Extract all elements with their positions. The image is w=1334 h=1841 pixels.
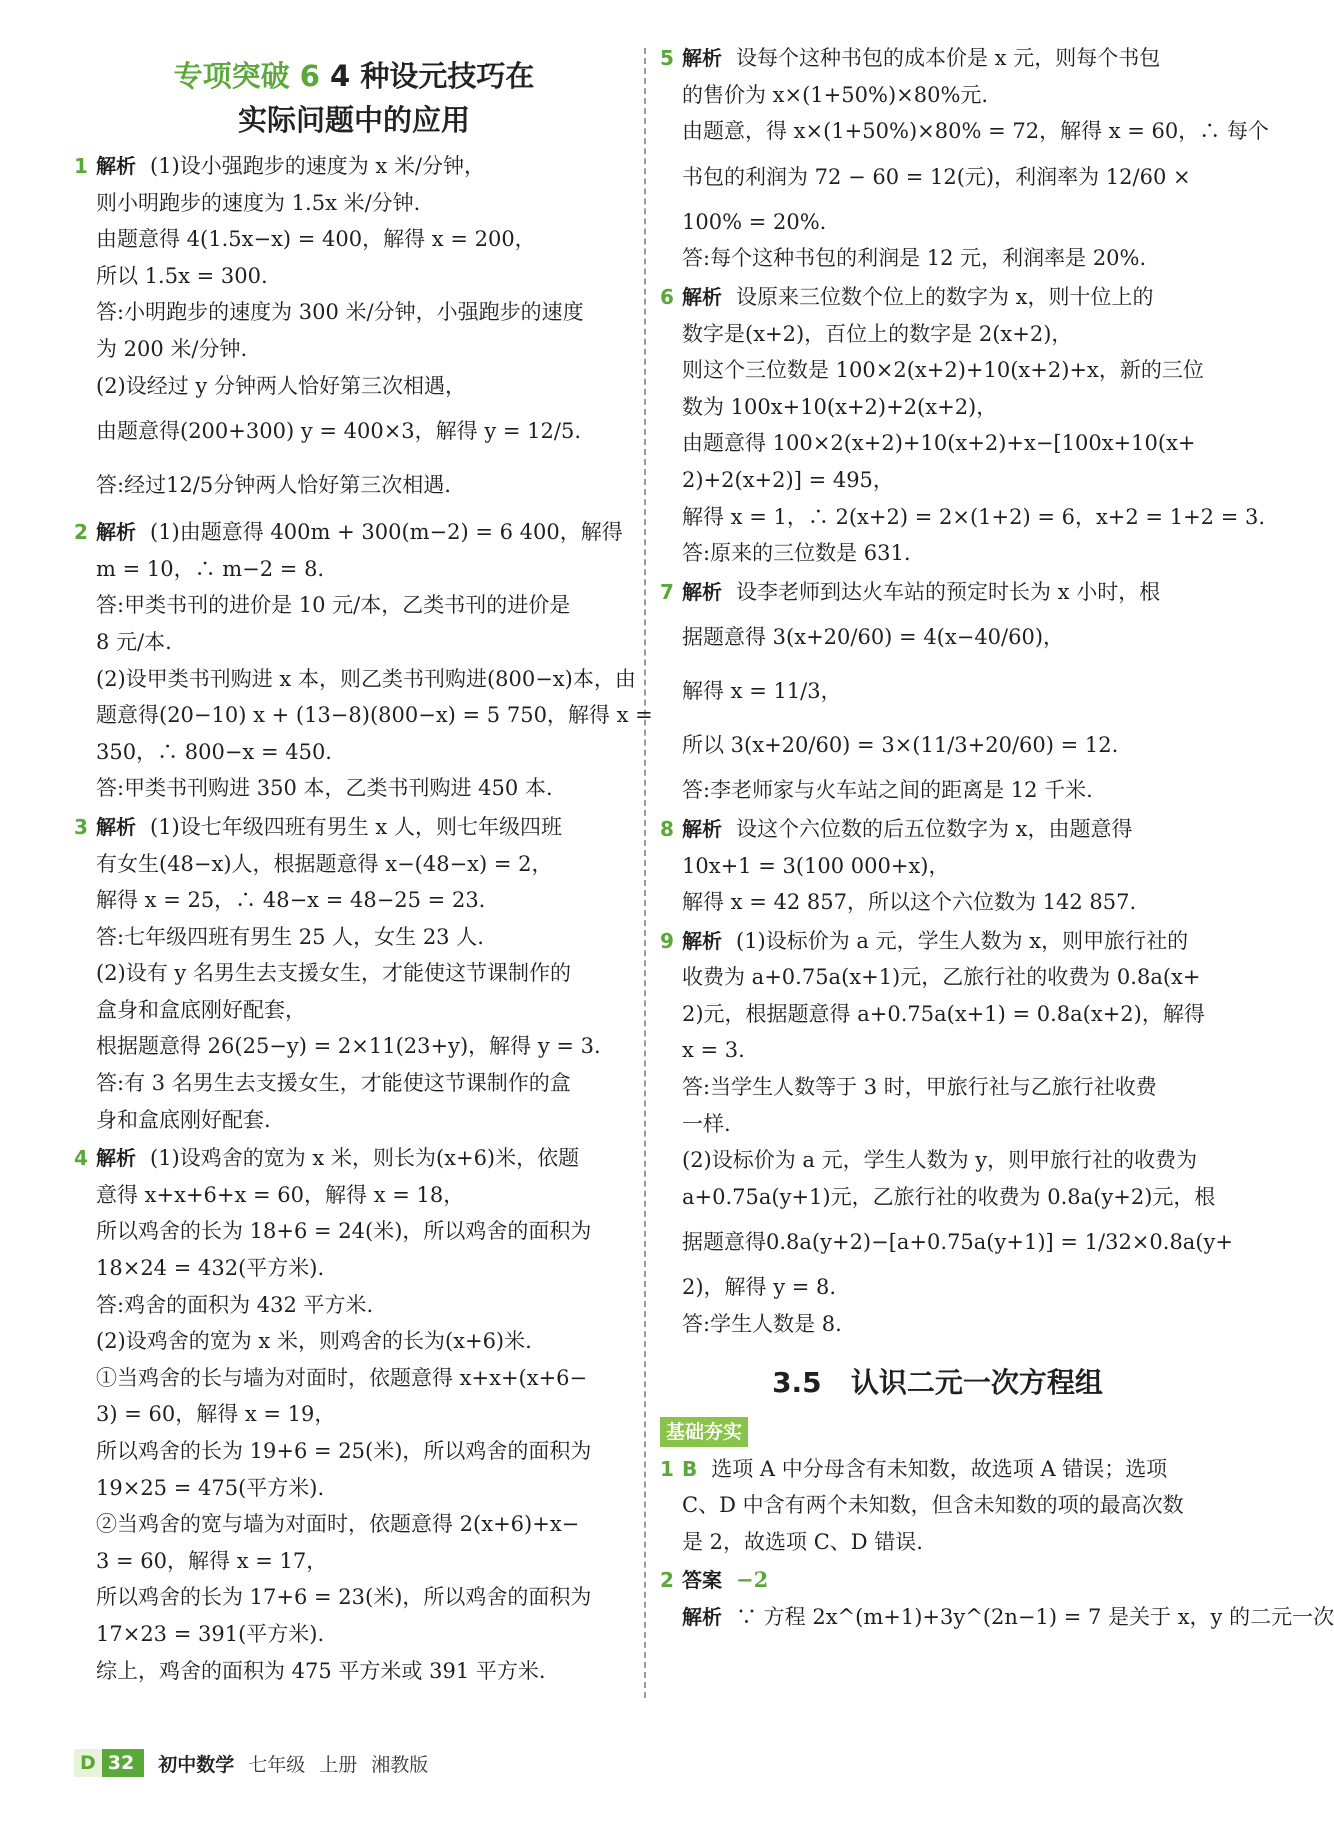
problem-number: 2 — [74, 520, 88, 545]
text-line: 设原来三位数个位上的数字为 x，则十位上的 — [736, 284, 1154, 309]
text-line: 答:经过12/5分钟两人恰好第三次相遇. — [96, 473, 451, 498]
problem-4 — [74, 1140, 634, 1689]
text-line: 是 2，故选项 C、D 错误. — [682, 1529, 923, 1554]
text-line: 一样. — [682, 1111, 731, 1136]
section-heading — [660, 1353, 1215, 1413]
text-line: (1)由题意得 400m + 300(m−2) = 6 400，解得 — [150, 520, 623, 545]
analysis-tag: 解析 — [682, 816, 722, 841]
question-2 — [660, 1562, 1334, 1635]
text-line: 综上，鸡舍的面积为 475 平方米或 391 平方米. — [96, 1658, 546, 1683]
text-line: x = 3. — [682, 1038, 745, 1063]
text-line: 由题意，得 x×(1+50%)×80% = 72，解得 x = 60，∴ 每个 — [682, 119, 1269, 144]
text-line: 为 200 米/分钟. — [96, 336, 248, 361]
text-line: 则这个三位数是 100×2(x+2)+10(x+2)+x，新的三位 — [682, 358, 1204, 383]
problem-9 — [660, 923, 1233, 1343]
text-line: m = 10，∴ m−2 = 8. — [96, 556, 325, 581]
topic-title-line2: 实际问题中的应用 — [237, 103, 470, 137]
text-line: (1)设七年级四班有男生 x 人，则七年级四班 — [150, 814, 562, 839]
topic-title-label: 专项突破 6 — [173, 59, 320, 93]
problem-number: 7 — [660, 579, 674, 604]
text-line: (2)设有 y 名男生去支援女生，才能使这节课制作的 — [96, 961, 571, 986]
text-line: 答:原来的三位数是 631. — [682, 541, 911, 566]
analysis-tag: 解析 — [682, 46, 722, 70]
text-line: 2)元，根据题意得 a+0.75a(x+1) = 0.8a(x+2)，解得 — [682, 1001, 1205, 1026]
text-line: 答:小明跑步的速度为 300 米/分钟，小强跑步的速度 — [96, 300, 584, 325]
analysis-tag: 解析 — [682, 284, 722, 309]
text-line: ∵ 方程 2x^(m+1)+3y^(2n−1) = 7 是关于 x，y 的二元一次 — [736, 1605, 1334, 1629]
text-line: 解得 x = 25，∴ 48−x = 48−25 = 23. — [96, 888, 486, 913]
problem-1 — [74, 148, 634, 512]
text-line: 17×23 = 391(平方米). — [96, 1621, 325, 1646]
text-line: 解得 x = 11/3， — [682, 679, 842, 704]
answer-value: −2 — [736, 1567, 769, 1593]
text-line: 3 = 60，解得 x = 17， — [96, 1548, 328, 1573]
problem-number: 9 — [660, 928, 674, 953]
text-line: (2)设经过 y 分钟两人恰好第三次相遇， — [96, 373, 466, 398]
text-line: 答:学生人数是 8. — [682, 1312, 842, 1337]
text-line: ②当鸡舍的宽与墙为对面时，依题意得 2(x+6)+x− — [96, 1512, 580, 1537]
text-line: 设每个这种书包的成本价是 x 元，则每个书包 — [736, 46, 1161, 70]
question-number: 1 — [660, 1456, 674, 1481]
text-line: 盒身和盒底刚好配套， — [96, 997, 306, 1022]
problem-5 — [660, 40, 1269, 277]
analysis-tag: 解析 — [682, 1605, 722, 1629]
text-line: 答:李老师家与火车站之间的距离是 12 千米. — [682, 778, 1093, 803]
text-line: (1)设小强跑步的速度为 x 米/分钟， — [150, 154, 486, 178]
text-line: 答:甲类书刊的进价是 10 元/本，乙类书刊的进价是 — [96, 593, 571, 618]
text-line: 解得 x = 1，∴ 2(x+2) = 2×(1+2) = 6，x+2 = 1+2 = 3. — [682, 504, 1266, 529]
problem-number: 3 — [74, 814, 88, 839]
text-line: 据题意得 3(x+20/60) = 4(x−40/60)， — [682, 625, 1065, 650]
text-line: a+0.75a(y+1)元，乙旅行社的收费为 0.8a(y+2)元，根 — [682, 1184, 1216, 1209]
analysis-tag: 解析 — [96, 154, 136, 178]
text-line: 2)，解得 y = 8. — [682, 1275, 837, 1300]
text-line: 身和盒底刚好配套. — [96, 1107, 271, 1132]
left-column — [74, 40, 653, 1691]
text-line: (2)设鸡舍的宽为 x 米，则鸡舍的长为(x+6)米. — [96, 1329, 532, 1354]
text-line: 答:鸡舍的面积为 432 平方米. — [96, 1292, 374, 1317]
text-line: 有女生(48−x)人，根据题意得 x−(48−x) = 2， — [96, 851, 553, 876]
text-line: 题意得(20−10) x + (13−8)(800−x) = 5 750，解得 x = — [96, 703, 653, 728]
analysis-tag: 解析 — [96, 1146, 136, 1171]
text-line: 2)+2(x+2)] = 495， — [682, 467, 894, 492]
text-line: 由题意得(200+300) y = 400×3，解得 y = 12/5. — [96, 419, 581, 444]
text-line: (1)设鸡舍的宽为 x 米，则长为(x+6)米，依题 — [150, 1146, 580, 1171]
text-line: 解得 x = 42 857，所以这个六位数为 142 857. — [682, 890, 1137, 915]
text-line: 所以鸡舍的长为 17+6 = 23(米)，所以鸡舍的面积为 — [96, 1585, 592, 1610]
text-line: 意得 x+x+6+x = 60，解得 x = 18， — [96, 1182, 465, 1207]
text-line: (1)设标价为 a 元，学生人数为 x，则甲旅行社的 — [736, 928, 1189, 953]
text-line: C、D 中含有两个未知数，但含未知数的项的最高次数 — [682, 1493, 1184, 1518]
text-line: 答:当学生人数等于 3 时，甲旅行社与乙旅行社收费 — [682, 1075, 1157, 1100]
analysis-tag: 解析 — [682, 579, 722, 604]
topic-title-main: 4 种设元技巧在 — [330, 59, 535, 93]
topic-title — [74, 54, 634, 142]
text-line: 8 元/本. — [96, 629, 172, 654]
text-line: 所以鸡舍的长为 18+6 = 24(米)，所以鸡舍的面积为 — [96, 1219, 592, 1244]
text-line: 答:七年级四班有男生 25 人，女生 23 人. — [96, 924, 484, 949]
section-number: 3.5 — [772, 1365, 822, 1399]
problem-6 — [660, 279, 1266, 572]
text-line: 所以鸡舍的长为 19+6 = 25(米)，所以鸡舍的面积为 — [96, 1439, 592, 1463]
problem-2 — [74, 514, 653, 807]
text-line: 书包的利润为 72 − 60 = 12(元)，利润率为 12/60 × — [682, 164, 1191, 189]
text-line: 所以 3(x+20/60) = 3×(11/3+20/60) = 12. — [682, 733, 1119, 758]
text-line: 设这个六位数的后五位数字为 x，由题意得 — [736, 816, 1133, 841]
footer-subject: 初中数学 — [158, 1753, 235, 1776]
text-line: 答:甲类书刊购进 350 本，乙类书刊购进 450 本. — [96, 776, 553, 801]
analysis-tag: 解析 — [682, 928, 722, 953]
page-number: 32 — [102, 1749, 144, 1777]
text-line: ①当鸡舍的长与墙为对面时，依题意得 x+x+(x+6− — [96, 1365, 588, 1390]
footer-edition: 湘教版 — [371, 1753, 429, 1776]
problem-number: 4 — [74, 1146, 88, 1171]
answer-tag: 答案 — [682, 1568, 722, 1593]
text-line: (2)设甲类书刊购进 x 本，则乙类书刊购进(800−x)本，由 — [96, 666, 636, 691]
answer-letter: B — [682, 1456, 698, 1481]
text-line: 由题意得 4(1.5x−x) = 400，解得 x = 200， — [96, 227, 536, 252]
text-line: 10x+1 = 3(100 000+x)， — [682, 853, 950, 878]
text-line: 100% = 20%. — [682, 209, 827, 234]
analysis-tag: 解析 — [96, 520, 136, 545]
text-line: 350，∴ 800−x = 450. — [96, 739, 332, 764]
question-1 — [660, 1451, 1215, 1561]
page-badge — [74, 1749, 144, 1777]
text-line: 的售价为 x×(1+50%)×80%元. — [682, 82, 989, 107]
text-line: 3) = 60，解得 x = 19， — [96, 1402, 336, 1427]
problem-number: 5 — [660, 46, 674, 70]
text-line: 答:有 3 名男生去支援女生，才能使这节课制作的盒 — [96, 1071, 571, 1096]
question-number: 2 — [660, 1568, 674, 1593]
text-line: 数为 100x+10(x+2)+2(x+2)， — [682, 394, 998, 419]
subsection-badge: 基础夯实 — [660, 1417, 748, 1447]
right-column — [660, 40, 1334, 1638]
text-line: 收费为 a+0.75a(x+1)元，乙旅行社的收费为 0.8a(x+ — [682, 965, 1201, 990]
footer-grade: 七年级 — [248, 1753, 306, 1776]
text-line: 答:每个这种书包的利润是 12 元，利润率是 20%. — [682, 246, 1147, 271]
problem-7 — [660, 574, 1215, 809]
text-line: (2)设标价为 a 元，学生人数为 y，则甲旅行社的收费为 — [682, 1148, 1198, 1173]
section-title: 认识二元一次方程组 — [850, 1365, 1103, 1399]
problem-number: 1 — [74, 154, 88, 178]
problem-3 — [74, 809, 634, 1138]
text-line: 选项 A 中分母含有未知数，故选项 A 错误；选项 — [711, 1456, 1168, 1481]
column-divider — [644, 48, 646, 1698]
text-line: 据题意得0.8a(y+2)−[a+0.75a(y+1)] = 1/32×0.8a(y+ — [682, 1230, 1233, 1255]
footer-volume: 上册 — [319, 1753, 358, 1776]
problem-number: 8 — [660, 816, 674, 841]
text-line: 则小明跑步的速度为 1.5x 米/分钟. — [96, 190, 421, 215]
text-line: 19×25 = 475(平方米). — [96, 1475, 325, 1500]
text-line: 根据题意得 26(25−y) = 2×11(23+y)，解得 y = 3. — [96, 1034, 601, 1059]
text-line: 18×24 = 432(平方米). — [96, 1256, 325, 1281]
problem-number: 6 — [660, 284, 674, 309]
text-line: 由题意得 100×2(x+2)+10(x+2)+x−[100x+10(x+ — [682, 431, 1196, 456]
badge-letter: D — [74, 1749, 102, 1777]
text-line: 数字是(x+2)，百位上的数字是 2(x+2)， — [682, 321, 1073, 346]
problem-8 — [660, 811, 1215, 921]
analysis-tag: 解析 — [96, 814, 136, 839]
text-line: 设李老师到达火车站的预定时长为 x 小时，根 — [736, 579, 1161, 604]
text-line: 所以 1.5x = 300. — [96, 263, 268, 288]
page-footer — [74, 1748, 428, 1778]
